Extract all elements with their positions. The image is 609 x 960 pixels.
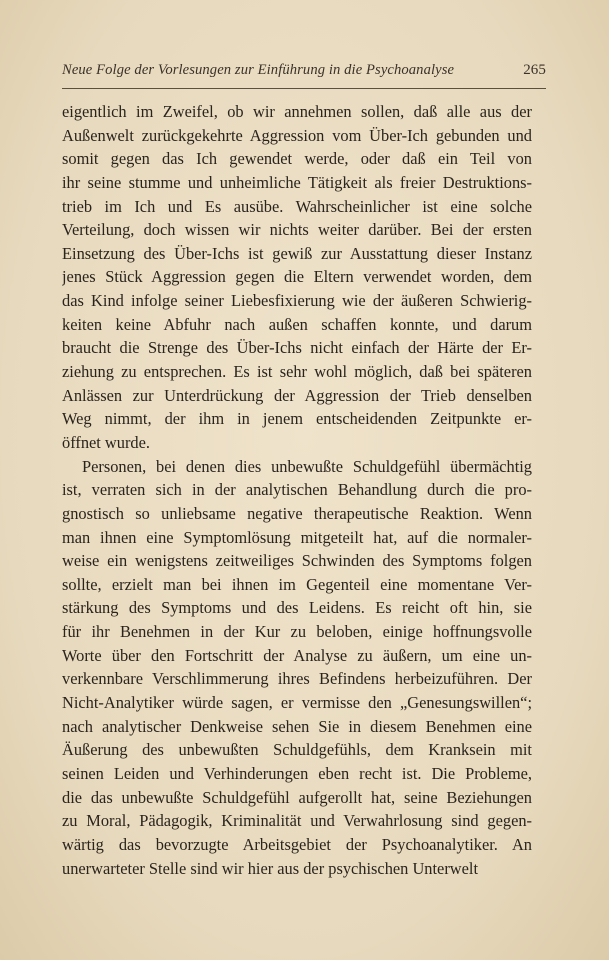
text-line: das Kind infolge seiner Liebesfixierung wie der äußeren Schwierig- <box>62 291 532 311</box>
text-line: stärkung des Symptoms und des Leidens. Es reicht oft hin, sie <box>62 598 532 618</box>
text-line: Einsetzung des Über-Ichs ist gewiß zur Ausstattung dieser Instanz <box>62 243 532 263</box>
text-line: gnostisch so unliebsame negative therapeutische Reaktion. Wenn <box>62 503 532 523</box>
text-line: Außenwelt zurückgekehrte Aggression vom Über-Ich gebunden und <box>62 125 532 145</box>
text-line: Anlässen zur Unterdrückung der Aggression der Trieb denselben <box>62 385 532 405</box>
text-line: seinen Leiden und Verhinderungen eben recht ist. Die Probleme, <box>62 763 532 783</box>
text-line: öffnet wurde. <box>62 432 150 452</box>
text-line: unerwarteter Stelle sind wir hier aus der psychischen Unterwelt <box>62 858 479 878</box>
text-line: Weg nimmt, der ihm in jenem entscheidenden Zeitpunkte er- <box>62 409 532 429</box>
text-line: ist, verraten sich in der analytischen Behandlung durch die pro- <box>62 480 532 500</box>
text-line: weise ein wenigstens zeitweiliges Schwinden des Symptoms folgen <box>62 551 532 571</box>
text-line: keiten keine Abfuhr nach außen schaffen konnte, und darum <box>62 314 532 334</box>
paragraph <box>62 455 532 881</box>
body-text <box>62 100 532 880</box>
text-line: die das unbewußte Schuldgefühl aufgerollt hat, seine Beziehungen <box>62 787 532 807</box>
text-line: wärtig das bevorzugte Arbeitsgebiet der Psychoanalytiker. An <box>62 834 532 854</box>
text-line: Nicht-Analytiker würde sagen, er vermisse den „Genesungswillen“; <box>62 693 532 713</box>
text-line: Verteilung, doch wissen wir nichts weiter darüber. Bei der ersten <box>62 220 532 240</box>
text-line: verkennbare Verschlimmerung ihres Befindens herbeizuführen. Der <box>62 669 532 689</box>
text-line: braucht die Strenge des Über-Ichs nicht einfach der Härte der Er- <box>62 338 532 358</box>
text-line: Worte über den Fortschritt der Analyse zu äußern, um eine un- <box>62 645 532 665</box>
text-line: man ihnen eine Symptomlösung mitgeteilt hat, auf die normaler- <box>62 527 532 547</box>
text-line: für ihr Benehmen in der Kur zu beloben, einige hoffnungsvolle <box>62 622 532 642</box>
text-line: jenes Stück Aggression gegen die Eltern verwendet worden, dem <box>62 267 532 287</box>
paragraph <box>62 100 532 455</box>
text-line: trieb im Ich und Es ausübe. Wahrscheinlicher ist eine solche <box>62 196 532 216</box>
header-rule <box>62 88 546 89</box>
running-title: Neue Folge der Vorlesungen zur Einführung in die Psychoanalyse <box>62 62 455 78</box>
text-line: sollte, erzielt man bei ihnen im Gegenteil eine momentane Ver- <box>62 574 532 594</box>
running-head <box>62 62 546 79</box>
text-line: Äußerung des unbewußten Schuldgefühls, dem Kranksein mit <box>62 740 532 760</box>
text-line: Personen, bei denen dies unbewußte Schuldgefühl übermächtig <box>82 456 532 476</box>
page-number: 265 <box>523 62 546 78</box>
text-line: somit gegen das Ich gewendet werde, oder daß ein Teil von <box>62 149 532 169</box>
text-line: nach analytischer Denkweise sehen Sie in diesem Benehmen eine <box>62 716 532 736</box>
text-line: zu Moral, Pädagogik, Kriminalität und Verwahrlosung sind gegen- <box>62 811 532 831</box>
text-line: eigentlich im Zweifel, ob wir annehmen sollen, daß alle aus der <box>62 102 532 121</box>
text-line: ziehung zu entsprechen. Es ist sehr wohl möglich, daß bei späteren <box>62 362 532 382</box>
text-line: ihr seine stumme und unheimliche Tätigkeit als freier Destruktions- <box>62 172 532 192</box>
